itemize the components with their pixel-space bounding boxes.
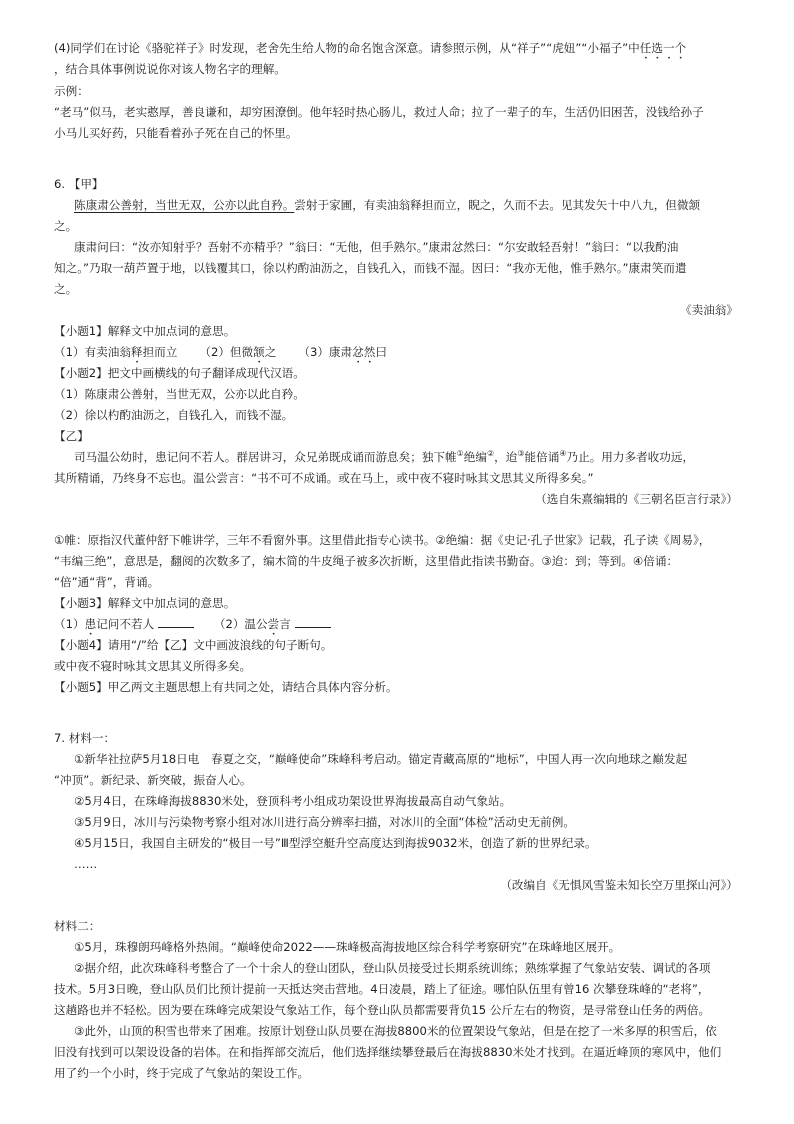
material-1-ellipsis: …… — [74, 857, 98, 871]
passage-yi-line-1: 司马温公幼时，患记问不若人。群居讲习，众兄弟既成诵而游息矣；独下帷①绝编②，迨③能倍诵④乃止。用力多者收功远， — [74, 449, 695, 464]
footnote-line-3: “倍”通“背”，背诵。 — [54, 575, 160, 589]
source-material-1: （改编自《无惧风雪鉴未知长空万里探山河》） — [500, 878, 738, 892]
example-label: 示例： — [54, 84, 89, 98]
passage-jia-line-1: 陈康肃公善射，当世无双，公亦以此自矜。尝射于家圃，有卖油翁释担而立，睨之，久而不去。见其发矢十中八九，但微颔 — [74, 198, 701, 212]
subq-1: 【小题1】解释文中加点词的意思。 — [54, 324, 236, 338]
example-line-2: 小马儿买好药，只能看着孙子死在自己的怀里。 — [54, 126, 298, 140]
material-2-line-4: 这趟路也并不轻松。因为要在珠峰完成架设气象站工作，每个登山队员都需要背负15 公斤左右的物资，是寻常登山任务的两倍。 — [54, 1003, 711, 1017]
material-2-heading: 材料二： — [54, 919, 101, 933]
passage-jia-line-2: 之。 — [54, 219, 78, 233]
passage-jia-line-5: 之。 — [54, 282, 78, 296]
material-2-line-1: ①5月，珠穆朗玛峰格外热闹。“巅峰使命2022——珠峰极高海拔地区综合科学考察研究”在珠峰地区展开。 — [74, 940, 621, 954]
subq-3-items: （1）患记问不若人 （2）温公尝言 — [54, 615, 331, 638]
answer-blank[interactable] — [158, 615, 194, 628]
material-1-line-5: ④5月15日，我国自主研发的“极目一号”Ⅲ型浮空艇升空高度达到海拔9032米，创造了新的世界纪录。 — [74, 836, 597, 850]
source-yi: （选自朱熹编辑的《三朝名臣言行录》） — [535, 492, 738, 506]
example-line-1: “老马”似马，老实憨厚，善良谦和，却穷困潦倒。他年轻时热心肠儿，救过人命；拉了一辈子的车，生活仍旧困苦，没钱给孙子 — [54, 105, 704, 119]
underlined-sentence: 陈康肃公善射，当世无双，公亦以此自矜。 — [74, 198, 295, 212]
q4-line-2: ，结合具体事例说说你对该人物名字的理解。 — [54, 62, 286, 76]
emphasis-text: 任选一个 — [639, 41, 687, 55]
material-1-line-2: “冲顶”。新纪录、新突破，振奋人心。 — [54, 773, 252, 787]
subq-2: 【小题2】把文中画横线的句子翻译成现代汉语。 — [54, 366, 305, 380]
q4-line-1: (4)同学们在讨论《骆驼祥子》时发现，老舍先生给人物的命名饱含深意。请参照示例，从“祥子”“虎妞”“小福子”中任选一个 — [54, 41, 687, 55]
footnote-line-1: ①帷：原指汉代董仲舒下帷讲学，三年不看窗外事。这里借此指专心读书。②绝编：据《史记·孔子世家》记载，孔子读《周易》， — [54, 533, 711, 547]
passage-yi-line-2: 其所精诵，乃终身不忘也。温公尝言：“书不可不成诵。或在马上，或中夜不寝时咏其文思其义所得多矣。” — [54, 471, 594, 485]
q7-heading: 7. 材料一： — [54, 731, 116, 745]
material-2-line-5: ③此外，山顶的积雪也带来了困难。按原计划登山队员要在海拔8800米的位置架设气象站，但是在挖了一米多厚的积雪后，依 — [74, 1024, 717, 1038]
subq-4-sentence: 或中夜不寝时咏其文思其义所得多矣。 — [54, 659, 252, 673]
material-1-line-4: ③5月9日，冰川与污染物考察小组对冰川进行高分辨率扫描，对冰川的全面“体检”活动史无前例。 — [74, 815, 575, 829]
subq-4: 【小题4】请用“/”给【乙】文中画波浪线的句子断句。 — [54, 638, 333, 652]
material-2-line-6: 旧没有找到可以架设设备的岩体。在和指挥部交流后，他们选择继续攀登最后在海拔8830米处才找到。在逼近峰顶的寒风中，他们 — [54, 1045, 722, 1059]
material-2-line-3: 技术。5月3日晚，登山队员们比预计提前一天抵达突击营地。4日凌晨，踏上了征途。哪怕队伍里有曾16 次攀登珠峰的“老将”， — [54, 982, 710, 996]
q6-heading: 6. 【甲】 — [54, 177, 104, 191]
material-1-line-1: ①新华社拉萨5月18日电 春夏之交，“巅峰使命”珠峰科考启动。锚定青藏高原的“地标”，中国人再一次向地球之巅发起 — [74, 752, 688, 766]
subq-1-items: （1）有卖油翁释担而立 （2）但微颔之 （3）康肃忿然曰 — [54, 345, 387, 359]
material-1-line-3: ②5月4日，在珠峰海拔8830米处，登顶科考小组成功架设世界海拔最高自动气象站。 — [74, 794, 512, 808]
subq-2-a: （1）陈康肃公善射，当世无双，公亦以此自矜。 — [54, 387, 305, 401]
subq-5: 【小题5】甲乙两文主题思想上有共同之处，请结合具体内容分析。 — [54, 680, 398, 694]
passage-jia-line-3: 康肃问曰：“汝亦知射乎？吾射不亦精乎？”翁曰：“无他，但手熟尔。”康肃忿然曰：“尔安敢轻吾射！”翁曰：“以我酌油 — [74, 240, 679, 254]
subq-3: 【小题3】解释文中加点词的意思。 — [54, 596, 236, 610]
material-2-line-7: 用了约一个小时，终于完成了气象站的架设工作。 — [54, 1066, 310, 1080]
material-2-line-2: ②据介绍，此次珠峰科考整合了一个十余人的登山团队，登山队员接受过长期系统训练；熟练掌握了气象站安装、调试的各项 — [74, 961, 711, 975]
answer-blank[interactable] — [295, 615, 331, 628]
passage-yi-heading: 【乙】 — [54, 429, 89, 443]
subq-2-b: （2）徐以杓酌油沥之，自钱孔入，而钱不湿。 — [54, 408, 294, 422]
source-jia: 《卖油翁》 — [680, 303, 738, 317]
footnote-line-2: “韦编三绝”，意思是，翻阅的次数多了，编木简的牛皮绳子被多次折断，这里借此指读书勤奋。③迨：到；等到。④倍诵： — [54, 554, 679, 568]
passage-jia-line-4: 知之。”乃取一葫芦置于地，以钱覆其口，徐以杓酌油沥之，自钱孔入，而钱不湿。因曰：“我亦无他，惟手熟尔。”康肃笑而遣 — [54, 261, 687, 275]
